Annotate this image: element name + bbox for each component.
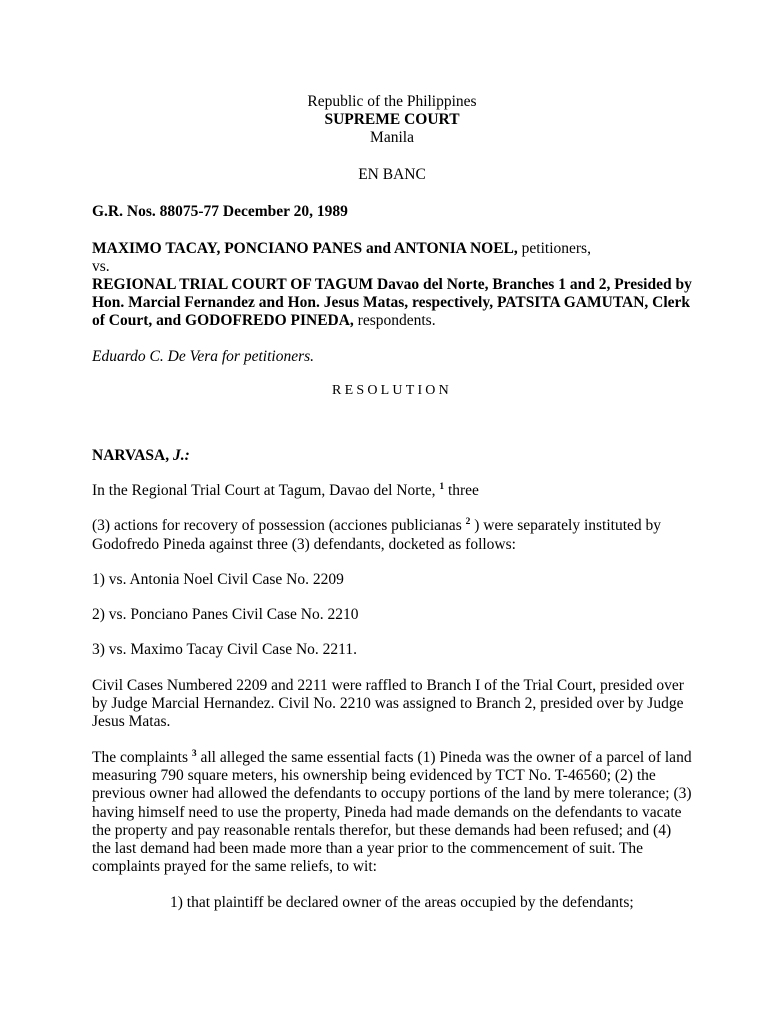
ponente-line (92, 447, 692, 465)
petitioners-names: MAXIMO TACAY, PONCIANO PANES and ANTONIA NOEL, (92, 240, 518, 257)
relief-item-1: 1) that plaintiff be declared owner of the areas occupied by the defendants; (170, 893, 634, 911)
ponente-name: NARVASA, (92, 447, 170, 464)
petitioners-line (92, 240, 692, 258)
paragraph-3: Civil Cases Numbered 2209 and 2211 were raffled to Branch I of the Trial Court, presided over by Judge Marcial Hernandez. Civil No. 2210 was assigned to Branch 2, presided over by Judge Jesus Matas. (92, 676, 684, 731)
paragraph-2: (3) actions for recovery of possession (acciones publicianas $^2$ ) were separately instituted by Godofredo Pineda against three (3) defendants, docketed as follows: (92, 517, 662, 553)
paragraph-1: In the Regional Trial Court at Tagum, Davao del Norte, $^1$ three (92, 482, 479, 499)
counsel-line: Eduardo C. De Vera for petitioners. (92, 348, 315, 365)
case-parties (92, 240, 692, 330)
footnote-ref-3[interactable]: 3 (191, 748, 197, 759)
resolution-title: RESOLUTION (332, 383, 452, 398)
versus-label: vs. (92, 258, 110, 275)
respondents-label: respondents. (353, 312, 436, 329)
division-label: EN BANC (358, 166, 426, 183)
footnote-ref-2[interactable]: 2 (465, 517, 471, 528)
list-item-1: 1) vs. Antonia Noel Civil Case No. 2209 (92, 570, 344, 588)
document-page (92, 93, 692, 912)
republic-line: Republic of the Philippines (307, 93, 477, 110)
court-name: SUPREME COURT (324, 111, 460, 128)
court-city: Manila (370, 129, 414, 146)
ponente-title: J.: (169, 447, 190, 464)
list-item-2: 2) vs. Ponciano Panes Civil Case No. 2210 (92, 606, 359, 624)
court-header (92, 93, 692, 147)
list-item-3: 3) vs. Maximo Tacay Civil Case No. 2211. (92, 641, 357, 659)
case-number: G.R. Nos. 88075-77 December 20, 1989 (92, 203, 348, 220)
paragraph-4: The complaints $^3$ all alleged the same essential facts (1) Pineda was the owner of a parcel of land measuring 790 square meters, his ownership being evidenced by TCT No. T-46560; (2) the previous owner had allowed the defendants to occupy portions of the land by mere tolerance; (3) having himself need to use the property, Pineda had made demands on the defendants to vacate the property and pay reasonable rentals therefor, but these demands had been refused; and (4) the last demand had been made more than a year prior to the commencement of suit. The complaints prayed for the same reliefs, to wit: (92, 748, 692, 876)
respondents-names: REGIONAL TRIAL COURT OF TAGUM Davao del Norte, Branches 1 and 2, Presided by Hon. Marcial Fernandez and Hon. Jesus Matas, respectively, PATSITA GAMUTAN, Clerk of Court, and GODOFREDO PINEDA, (92, 276, 692, 329)
petitioners-label: petitioners, (517, 240, 591, 257)
respondents-block (92, 276, 692, 330)
footnote-ref-1[interactable]: 1 (439, 482, 445, 492)
